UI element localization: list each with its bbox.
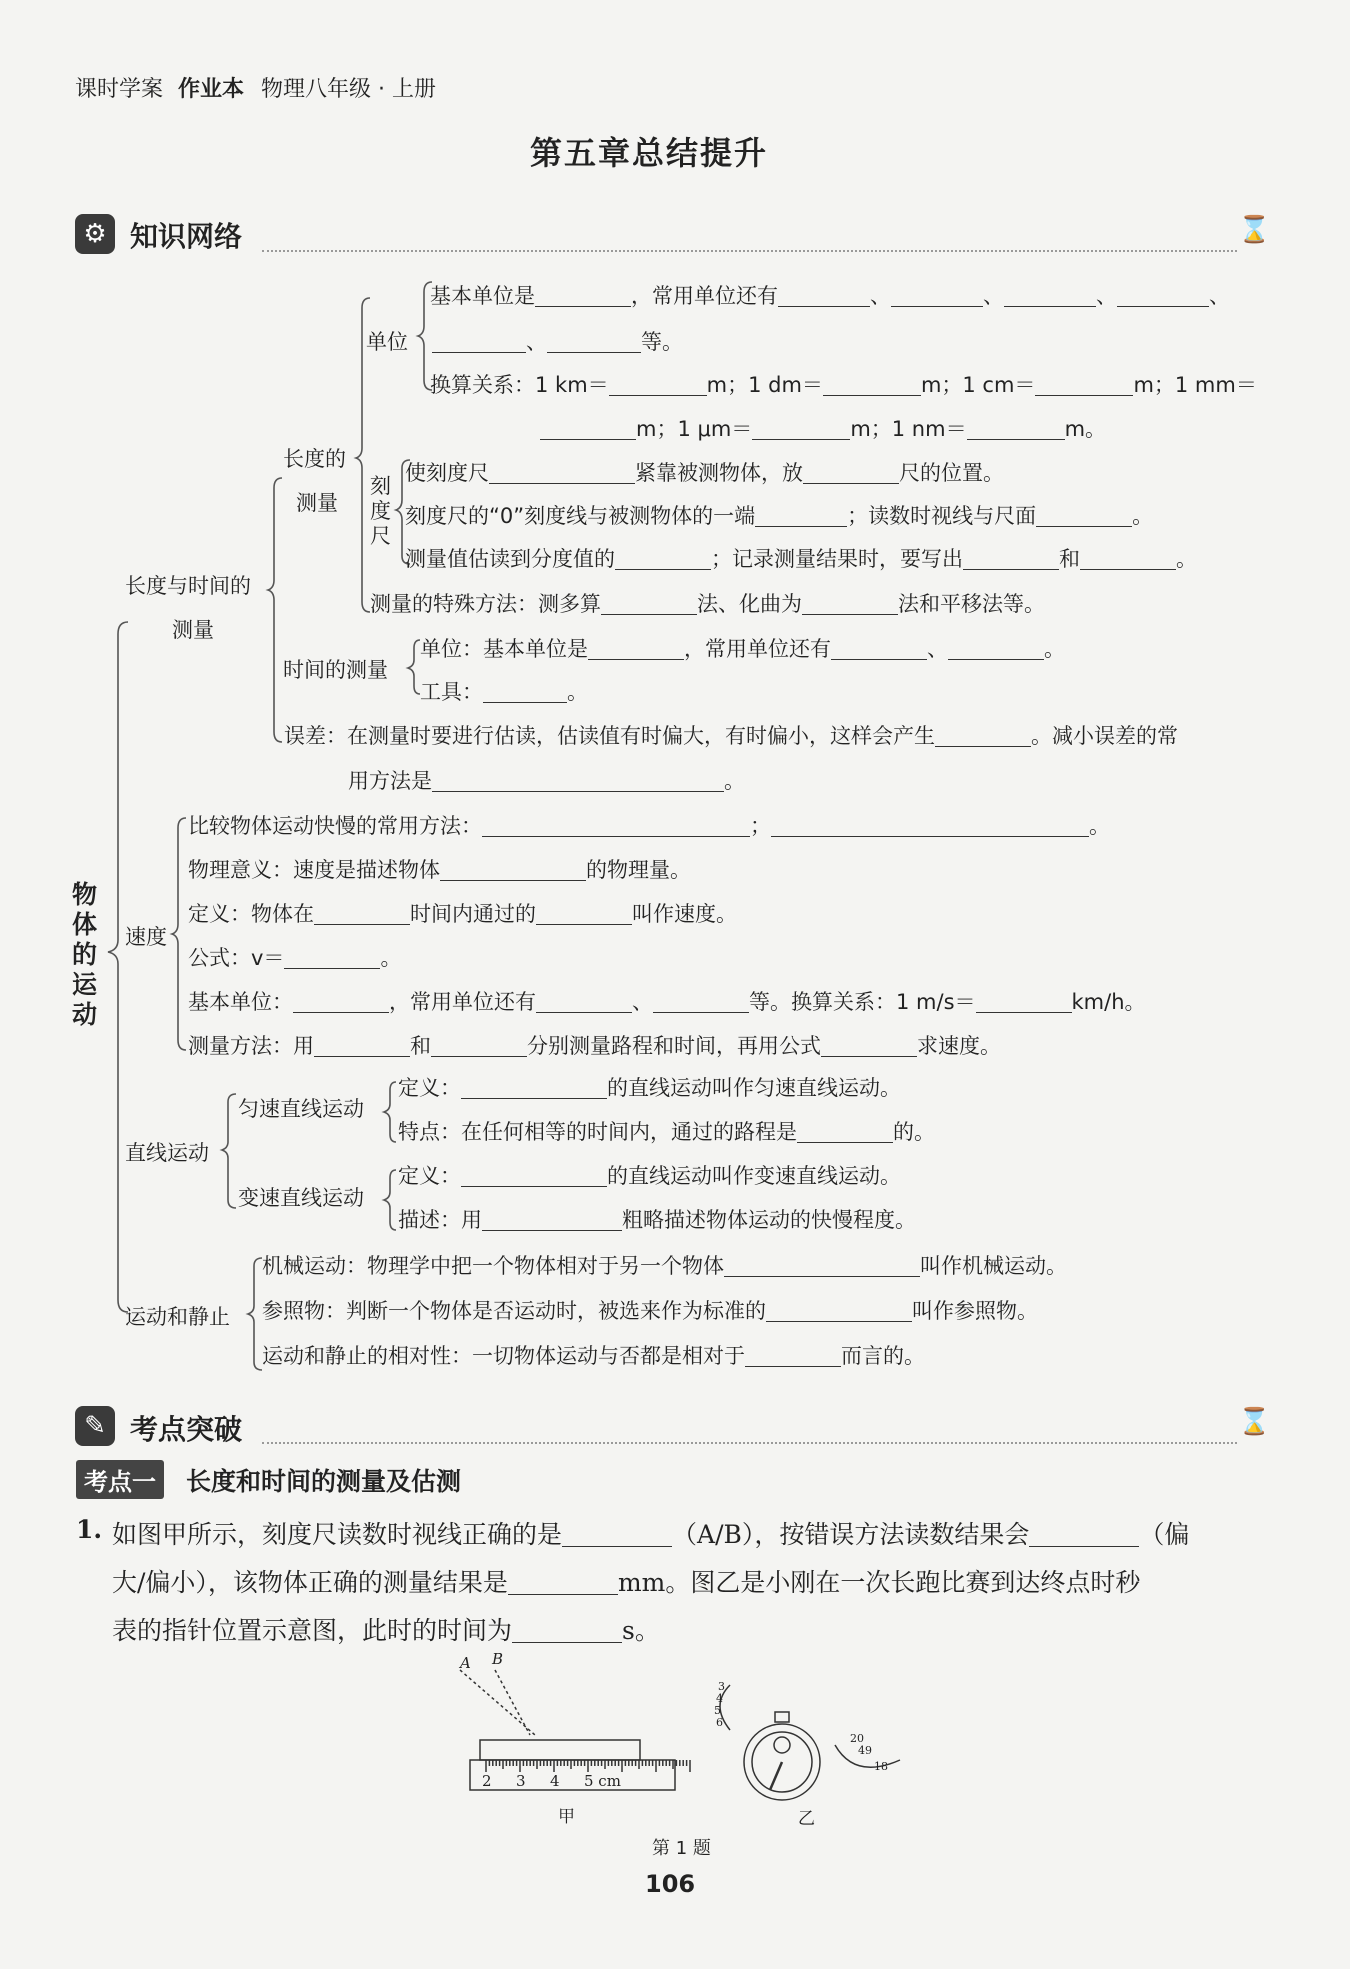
hourglass-icon: ⌛ (1238, 215, 1271, 245)
line-motion-3: 运动和静止的相对性：一切物体运动与否都是相对于 而言的。 (262, 1344, 925, 1368)
line-speed-6: 测量方法：用 和 分别测量路程和时间，再用公式 求速度。 (188, 1034, 1001, 1058)
topic-title: 长度和时间的测量及估测 (186, 1467, 462, 1496)
section-knowledge-title: 知识网络 (130, 220, 243, 253)
line-uniform-2: 特点：在任何相等的时间内，通过的路程是 的。 (398, 1120, 935, 1144)
wrench-icon: ✎ (75, 1406, 115, 1446)
line-error-2: 用方法是 。 (348, 769, 745, 793)
dial-small-5: 5 (714, 1704, 721, 1717)
header-book: 作业本 (178, 77, 245, 102)
line-uniform-1: 定义： 的直线运动叫作匀速直线运动。 (398, 1076, 901, 1100)
line-speed-2: 物理意义：速度是描述物体 的物理量。 (188, 858, 691, 882)
node-speed: 速度 (125, 925, 167, 949)
node-line: 直线运动 (125, 1141, 209, 1165)
dial-small-4: 4 (716, 1692, 723, 1705)
line-unit-1: 基本单位是 ，常用单位还有 、 、 、 、 (430, 284, 1230, 308)
q1-line-3: 表的指针位置示意图，此时的时间为 s。 (112, 1616, 660, 1645)
node-ruler: 刻度尺 (370, 474, 391, 548)
q1-number: 1. (76, 1515, 103, 1544)
ruler-ticks (486, 1760, 690, 1772)
dial-big-20: 20 (850, 1732, 864, 1745)
stopwatch-hand (770, 1762, 782, 1790)
tick-2: 2 (482, 1772, 492, 1790)
line-var-1: 定义： 的直线运动叫作变速直线运动。 (398, 1164, 901, 1188)
node-var: 变速直线运动 (238, 1186, 364, 1210)
node-uniform: 匀速直线运动 (238, 1097, 364, 1121)
sightline-b (495, 1670, 530, 1735)
q1-line-2: 大/偏小），该物体正确的测量结果是 mm。图乙是小刚在一次长跑比赛到达终点时秒 (112, 1568, 1141, 1597)
sightline-a (460, 1670, 535, 1735)
node-len-2: 测量 (296, 491, 338, 515)
line-speed-1: 比较物体运动快慢的常用方法： ； 。 (188, 814, 1110, 838)
tick-5cm: 5 cm (584, 1772, 621, 1790)
ruler-object (480, 1740, 640, 1760)
node-len-time-2: 测量 (172, 618, 214, 642)
dial-big-49: 49 (858, 1744, 872, 1757)
figure-caption: 第 1 题 (652, 1838, 711, 1859)
line-speed-5: 基本单位： ，常用单位还有 、 等。换算关系：1 m/s＝ km/h。 (188, 990, 1146, 1014)
line-conv-2: m；1 μm＝ m；1 nm＝ m。 (540, 413, 1106, 443)
line-ruler-1: 使刻度尺 紧靠被测物体，放 尺的位置。 (405, 461, 1004, 485)
line-time-1: 单位：基本单位是 ，常用单位还有 、 。 (420, 637, 1065, 661)
header-subject: 物理八年级 · 上册 (261, 77, 437, 102)
node-unit: 单位 (366, 330, 408, 354)
section-divider-2 (262, 1442, 1237, 1444)
line-error-1: 误差：在测量时要进行估读，估读值有时偏大，有时偏小，这样会产生 。减小误差的常 (284, 724, 1178, 748)
line-conv-1: 换算关系：1 km＝ m；1 dm＝ m；1 cm＝ m；1 mm＝ (430, 373, 1257, 397)
line-motion-1: 机械运动：物理学中把一个物体相对于另一个物体 叫作机械运动。 (262, 1254, 1067, 1278)
node-len-time-1: 长度与时间的 (125, 574, 251, 598)
label-a: A (460, 1654, 471, 1672)
node-len-1: 长度的 (283, 447, 346, 471)
label-b: B (492, 1650, 504, 1668)
line-motion-2: 参照物：判断一个物体是否运动时，被选来作为标准的 叫作参照物。 (262, 1299, 1038, 1323)
caption-jia: 甲 (558, 1807, 575, 1827)
dial-big-18: 18 (874, 1760, 888, 1773)
ruler-body (470, 1760, 675, 1790)
line-time-2: 工具： 。 (420, 680, 588, 704)
line-speed-3: 定义：物体在 时间内通过的 叫作速度。 (188, 902, 737, 926)
line-ruler-2: 刻度尺的“0”刻度线与被测物体的一端 ；读数时视线与尺面 。 (405, 504, 1154, 528)
q1-line-1: 如图甲所示，刻度尺读数时视线正确的是 （A/B），按错误方法读数结果会 （偏 (112, 1520, 1190, 1549)
line-var-2: 描述：用 粗略描述物体运动的快慢程度。 (398, 1208, 916, 1232)
line-unit-2: 、 等。 (432, 326, 683, 356)
tree-root: 物体的运动 (72, 880, 98, 1029)
dial-small-6: 6 (716, 1716, 723, 1729)
node-time: 时间的测量 (283, 658, 388, 682)
section-exam-title: 考点突破 (130, 1413, 243, 1446)
figure-q1 (460, 1650, 920, 1840)
tick-3: 3 (516, 1772, 526, 1790)
dial-small-3: 3 (718, 1680, 725, 1693)
topic-badge: 考点一 (76, 1460, 164, 1499)
line-speed-4: 公式：v＝ 。 (188, 946, 402, 970)
header-series-text: 课时学案 (75, 77, 164, 102)
node-motion: 运动和静止 (125, 1305, 230, 1329)
hourglass-icon: ⌛ (1238, 1407, 1271, 1437)
stopwatch-small-dial (774, 1737, 790, 1753)
tick-4: 4 (550, 1772, 560, 1790)
chapter-title: 第五章总结提升 (530, 134, 769, 172)
line-ruler-3: 测量值估读到分度值的 ；记录测量结果时，要写出 和 。 (405, 547, 1197, 571)
gear-icon: ⚙ (75, 214, 115, 254)
caption-yi: 乙 (798, 1809, 815, 1829)
stopwatch-crown (775, 1712, 789, 1722)
page-number: 106 (645, 1870, 696, 1898)
line-special: 测量的特殊方法：测多算 法、化曲为 法和平移法等。 (370, 592, 1045, 616)
